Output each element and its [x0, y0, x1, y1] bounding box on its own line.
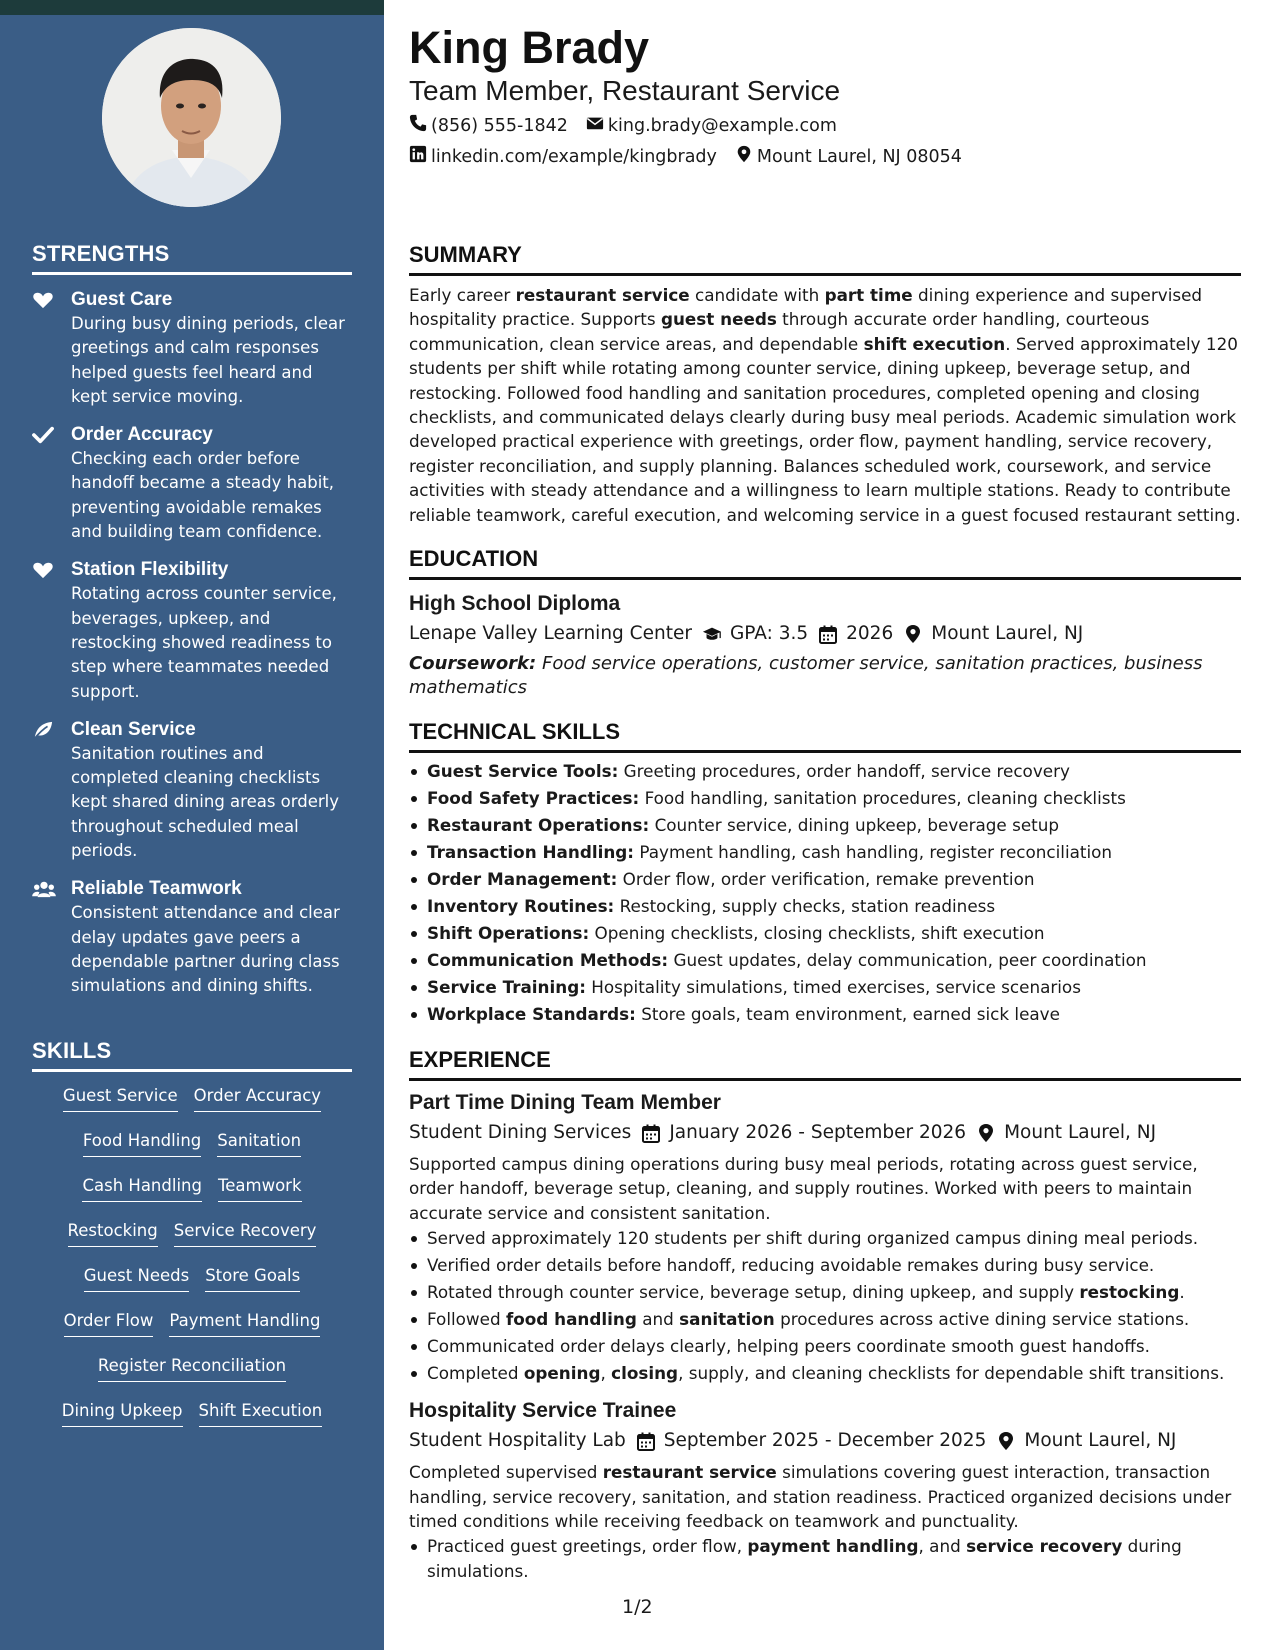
list-item: Inventory Routines: Restocking, supply checks, station readiness — [409, 893, 1241, 920]
skill-row — [32, 1264, 352, 1309]
skill-tag: Shift Execution — [199, 1399, 323, 1427]
list-item: Guest Service Tools: Greeting procedures, order handoff, service recovery — [409, 758, 1241, 785]
job-org: Student Hospitality Lab — [409, 1430, 626, 1452]
skill-tag: Store Goals — [205, 1264, 300, 1292]
list-item: Verified order details before handoff, reducing avoidable remakes during busy service. — [409, 1252, 1241, 1279]
skill-tag: Teamwork — [218, 1174, 302, 1202]
phone-text: (856) 555-1842 — [431, 116, 568, 136]
job-bullets — [409, 1533, 1241, 1583]
list-item: Followed food handling and sanitation procedures across active dining service stations. — [409, 1306, 1241, 1333]
skill-row — [32, 1129, 352, 1174]
coursework-text: Food service operations, customer service, sanitation practices, business mathematics — [409, 653, 1203, 698]
map-pin-icon — [976, 1123, 996, 1143]
linkedin-icon — [409, 145, 427, 169]
phone-contact[interactable] — [409, 114, 568, 138]
education-divider — [409, 577, 1241, 580]
skill-tag: Order Flow — [64, 1309, 154, 1337]
list-item: Served approximately 120 students per shift during organized campus dining meal periods. — [409, 1225, 1241, 1252]
page-number: 1/2 — [622, 1596, 653, 1618]
leaf-icon — [32, 720, 56, 742]
strength-item — [32, 718, 352, 863]
summary-section — [409, 241, 1241, 527]
skill-row — [32, 1309, 352, 1354]
education-title: EDUCATION — [409, 546, 539, 571]
strength-title: Reliable Teamwork — [71, 878, 242, 900]
heart-icon — [32, 560, 56, 582]
list-item: Food Safety Practices: Food handling, sanitation procedures, cleaning checklists — [409, 785, 1241, 812]
email-text: king.brady@example.com — [607, 116, 837, 136]
education-location: Mount Laurel, NJ — [931, 623, 1084, 644]
list-item: Service Training: Hospitality simulations, timed exercises, service scenarios — [409, 974, 1241, 1001]
strength-desc: Rotating across counter service, beverages, upkeep, and restocking showed readiness to step where teammates needed support. — [71, 584, 337, 701]
strengths-list — [32, 288, 352, 1013]
list-item: Communicated order delays clearly, helping peers coordinate smooth guest handoffs. — [409, 1333, 1241, 1360]
map-pin-icon — [996, 1431, 1016, 1451]
skill-tag: Sanitation — [217, 1129, 301, 1157]
job-description: Completed supervised restaurant service simulations covering guest interaction, transaction handling, service recovery, sanitation, and station readiness. Practiced organized decisions under timed conditions while receiving feedback on teamwork and punctuality. — [409, 1462, 1232, 1532]
envelope-icon — [586, 114, 604, 138]
job-org: Student Dining Services — [409, 1122, 632, 1143]
list-item: Completed opening, closing, supply, and cleaning checklists for dependable shift transitions. — [409, 1360, 1241, 1387]
experience-title: EXPERIENCE — [409, 1047, 551, 1072]
skill-row — [32, 1219, 352, 1264]
contact-row — [409, 114, 837, 138]
skill-tag: Cash Handling — [82, 1174, 201, 1202]
strength-desc: Consistent attendance and clear delay updates gave peers a dependable partner during class simulations and dining shifts. — [71, 903, 340, 996]
strength-item — [32, 877, 352, 998]
summary-text: Early career restaurant service candidate with part time dining experience and supervised hospitality practice. Supports guest needs through accurate order handling, courteous communication, clean service areas, and dependable shift execution. Served approximately 120 students per shift while rotating among counter service, dining upkeep, beverage setup, and restocking. Followed food handling and sanitation procedures, completed opening and closing checklists, and communicated delays clearly during busy meal periods. Academic simulation work developed practical experience with greetings, order flow, payment handling, service recovery, register reconciliation, and supply planning. Balances scheduled work, coursework, and service activities with steady attendance and a willingness to learn multiple stations. Ready to contribute reliable teamwork, careful execution, and welcoming service in a guest focused restaurant setting. — [409, 285, 1241, 525]
skill-row — [32, 1174, 352, 1219]
degree-title: High School Diploma — [409, 592, 621, 615]
skills-list — [32, 1084, 352, 1444]
users-icon — [32, 879, 56, 901]
education-section — [409, 545, 1241, 700]
technical-skills-divider — [409, 750, 1241, 753]
list-item: Practiced guest greetings, order flow, payment handling, and service recovery during simulations. — [409, 1533, 1241, 1583]
skills-title: SKILLS — [32, 1038, 112, 1063]
skill-tag: Order Accuracy — [194, 1084, 321, 1112]
gpa-text: GPA: 3.5 — [729, 623, 809, 644]
job-description: Supported campus dining operations during busy meal periods, rotating across guest service, order handoff, beverage setup, cleaning, and supply routines. Worked with peers to maintain accurate service and consistent sanitation. — [409, 1154, 1198, 1223]
skill-tag: Food Handling — [83, 1129, 201, 1157]
strength-desc: Checking each order before handoff became a steady habit, preventing avoidable remakes and building team confidence. — [71, 449, 334, 542]
strength-item — [32, 423, 352, 544]
summary-title: SUMMARY — [409, 242, 522, 267]
job-location: Mount Laurel, NJ — [1024, 1430, 1177, 1452]
list-item: Transaction Handling: Payment handling, cash handling, register reconciliation — [409, 839, 1241, 866]
list-item: Shift Operations: Opening checklists, closing checklists, shift execution — [409, 920, 1241, 947]
skills-divider — [32, 1069, 352, 1072]
technical-skills-section — [409, 718, 1241, 1028]
job-dates: September 2025 - December 2025 — [663, 1430, 987, 1452]
experience-divider — [409, 1078, 1241, 1081]
job-title: Part Time Dining Team Member — [409, 1091, 721, 1114]
strength-item — [32, 288, 352, 409]
job-location: Mount Laurel, NJ — [1004, 1122, 1157, 1143]
strength-desc: During busy dining periods, clear greetings and calm responses helped guests feel heard and kept service moving. — [71, 314, 345, 406]
summary-divider — [409, 273, 1241, 276]
job-dates: January 2026 - September 2026 — [669, 1122, 967, 1143]
contact-row-2 — [409, 145, 962, 169]
sidebar — [0, 0, 384, 1650]
phone-icon — [409, 114, 427, 138]
skill-tag: Guest Service — [63, 1084, 178, 1112]
strength-title: Order Accuracy — [71, 424, 213, 446]
job-title: Hospitality Service Trainee — [409, 1399, 677, 1423]
job-bullets — [409, 1225, 1241, 1387]
skill-tag: Dining Upkeep — [62, 1399, 183, 1427]
coursework-label: Coursework: — [409, 653, 537, 674]
location-text: Mount Laurel, NJ 08054 — [756, 147, 962, 167]
experience-section — [409, 1046, 1241, 1583]
skill-tag: Restocking — [68, 1219, 158, 1247]
coursework — [409, 652, 1241, 700]
skill-tag: Payment Handling — [169, 1309, 320, 1337]
check-icon — [32, 425, 56, 447]
job-meta — [409, 1427, 1241, 1455]
location-contact — [735, 145, 962, 169]
heart-icon — [32, 290, 56, 312]
sidebar-top-bar — [0, 0, 384, 15]
skill-tag: Register Reconciliation — [98, 1354, 286, 1382]
list-item: Communication Methods: Guest updates, delay communication, peer coordination — [409, 947, 1241, 974]
strengths-title: STRENGTHS — [32, 241, 170, 266]
strength-desc: Sanitation routines and completed cleaning checklists kept shared dining areas orderly throughout scheduled meal periods. — [71, 743, 340, 861]
school-name: Lenape Valley Learning Center — [409, 623, 692, 644]
calendar-icon — [636, 1431, 656, 1451]
candidate-role: Team Member, Restaurant Service — [409, 75, 841, 106]
skill-row — [32, 1354, 352, 1399]
strength-title: Guest Care — [71, 289, 173, 310]
job-meta — [409, 1119, 1241, 1147]
list-item: Order Management: Order flow, order verification, remake prevention — [409, 866, 1241, 893]
technical-skills-list — [409, 758, 1241, 1028]
list-item: Rotated through counter service, beverage setup, dining upkeep, and supply restocking. — [409, 1279, 1241, 1306]
calendar-icon — [818, 624, 838, 644]
list-item: Restaurant Operations: Counter service, dining upkeep, beverage setup — [409, 812, 1241, 839]
list-item: Workplace Standards: Store goals, team environment, earned sick leave — [409, 1001, 1241, 1028]
strength-title: Station Flexibility — [71, 559, 229, 581]
linkedin-contact[interactable] — [409, 145, 717, 169]
strength-item — [32, 558, 352, 703]
skill-tag: Guest Needs — [84, 1264, 189, 1292]
graduation-year: 2026 — [846, 623, 894, 644]
map-pin-icon — [735, 145, 753, 169]
skill-row — [32, 1084, 352, 1129]
skill-tag: Service Recovery — [174, 1219, 317, 1247]
graduation-cap-icon — [702, 624, 722, 644]
skill-row — [32, 1399, 352, 1444]
strengths-divider — [32, 272, 352, 275]
technical-skills-title: TECHNICAL SKILLS — [409, 719, 621, 744]
linkedin-text: linkedin.com/example/kingbrady — [431, 147, 717, 167]
strength-title: Clean Service — [71, 718, 196, 740]
email-contact[interactable] — [586, 114, 837, 138]
candidate-name: King Brady — [409, 22, 650, 73]
education-meta — [409, 620, 1241, 648]
calendar-icon — [641, 1123, 661, 1143]
map-pin-icon — [903, 624, 923, 644]
avatar — [102, 28, 281, 207]
